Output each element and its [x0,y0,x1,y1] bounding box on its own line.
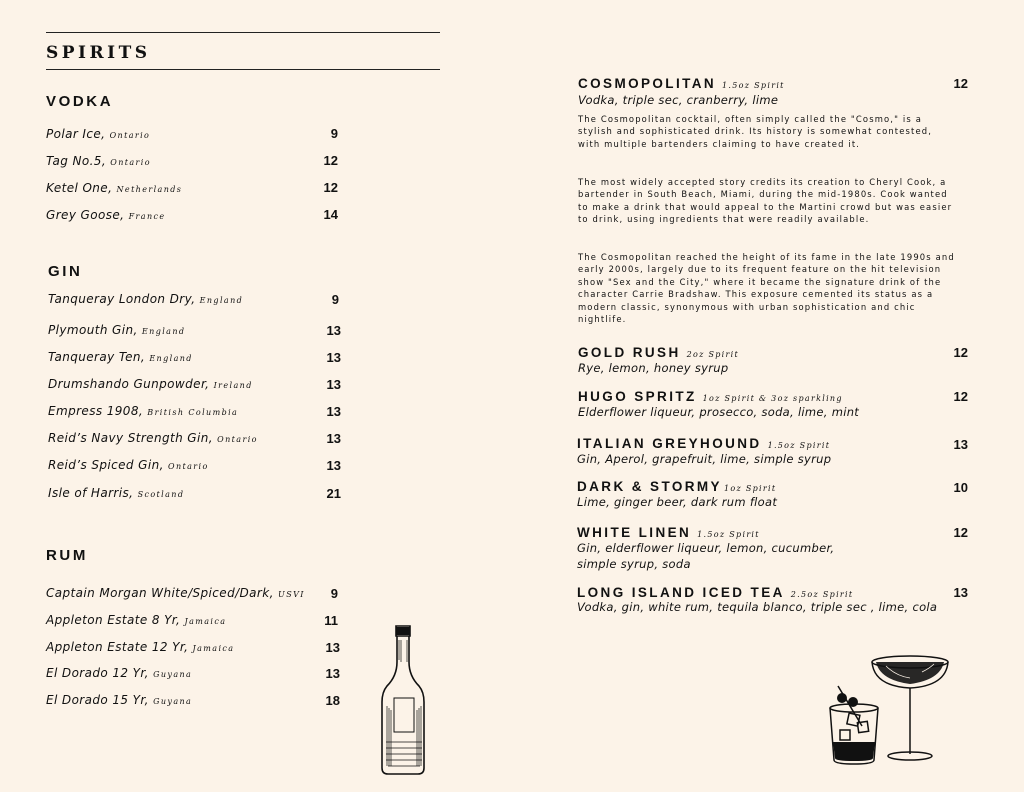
item-origin: Guyana [153,670,193,679]
item-price: 9 [331,292,339,307]
item-origin: USVI [278,590,305,599]
item-origin: Ontario [109,131,151,140]
item-origin: Netherlands [116,185,183,194]
cocktail-title [577,479,776,494]
cocktail-ingredients: Vodka, triple sec, cranberry, lime [578,93,779,107]
pour-size: 2.5oz Spirit [790,590,854,599]
cosmo-story-paragraph: The most widely accepted story credits its creation to Cheryl Cook, a bartender in South Beach, Miami, during the mid-1980s. Cook wanted to make a drink that would appeal to the Martini crowd but was easier to drink, using ingredients that were readily available. [578,177,953,225]
item-origin: Jamaica [184,617,227,626]
gin-item [48,404,238,418]
item-price: 13 [326,458,341,473]
cocktail-title [578,345,739,360]
gin-item [48,431,258,445]
page-title: SPIRITS [46,43,151,63]
cocktail-title [578,389,843,404]
cocktail-name: DARK & STORMY [577,479,722,494]
item-price: 11 [324,613,338,628]
cocktail-ingredients: Vodka, gin, white rum, tequila blanco, triple sec , lime, cola [577,600,938,614]
title-rule-bottom [46,69,440,70]
cocktail-glasses-icon [826,652,950,768]
vodka-heading: VODKA [46,93,114,110]
vodka-item [46,208,166,222]
item-name: Appleton Estate 12 Yr, [46,640,189,654]
gin-item [48,350,193,364]
rum-item [46,586,305,600]
vodka-item [46,154,151,168]
cocktail-price: 13 [953,585,968,600]
item-price: 13 [325,640,340,655]
pour-size: 1.5oz Spirit [697,530,760,539]
gin-item [48,458,209,472]
item-origin: France [128,212,166,221]
cocktail-title [577,525,760,540]
pour-size: 2oz Spirit [686,350,740,359]
wine-bottle-icon [378,622,430,778]
cocktail-price: 13 [953,437,968,452]
cocktail-ingredients: Gin, Aperol, grapefruit, lime, simple syrup [577,452,832,466]
cocktail-title [578,76,785,91]
cocktail-ingredients: Elderflower liqueur, prosecco, soda, lime, mint [578,405,860,419]
item-name: Tanqueray Ten, [48,350,146,364]
item-name: Plymouth Gin, [48,323,138,337]
pour-size: 1oz Spirit & 3oz sparkling [702,394,843,403]
item-origin: Ireland [213,381,253,390]
item-name: El Dorado 15 Yr, [46,693,149,707]
item-origin: Ontario [168,462,209,471]
cocktail-price: 12 [953,389,968,404]
item-name: Empress 1908, [48,404,144,418]
cosmo-story-paragraph: The Cosmopolitan cocktail, often simply called the "Cosmo," is a stylish and sophisticated drink. Its history is somewhat contested, with multiple bartenders claiming to have created it. [578,114,933,149]
rum-heading: RUM [46,547,88,564]
vodka-item [46,181,182,195]
item-price: 13 [326,350,341,365]
cocktail-name: COSMOPOLITAN [578,76,717,91]
cocktail-title [577,585,853,600]
item-price: 13 [326,431,341,446]
item-origin: Jamaica [192,644,235,653]
item-name: Reid’s Spiced Gin, [48,458,164,472]
item-price: 12 [323,180,338,195]
cocktail-title [577,436,830,451]
item-name: Tanqueray London Dry, [48,292,196,306]
gin-item [48,292,243,306]
cocktail-name: HUGO SPRITZ [578,389,697,404]
gin-heading: GIN [48,263,83,280]
item-price: 13 [325,666,340,681]
item-price: 12 [323,153,338,168]
item-name: Grey Goose, [46,208,125,222]
cosmo-story-paragraph: The Cosmopolitan reached the height of its fame in the late 1990s and early 2000s, largely due to its frequent feature on the hit television show "Sex and the City," where it became the signature drink of the character Carrie Bradshaw. This exposure cemented its status as a modern classic, synonymous with urban sophistication and chic nightlife. [578,252,955,325]
rum-item [46,666,192,680]
cocktail-name: WHITE LINEN [577,525,692,540]
cocktail-ingredients: Rye, lemon, honey syrup [578,361,729,375]
item-origin: Scotland [137,490,185,499]
gin-item [48,377,253,391]
item-name: Tag No.5, [46,154,107,168]
item-name: Captain Morgan White/Spiced/Dark, [46,586,274,600]
item-price: 13 [326,404,341,419]
item-name: Polar Ice, [46,127,106,141]
vodka-item [46,127,150,141]
item-price: 9 [330,586,338,601]
item-name: El Dorado 12 Yr, [46,666,149,680]
item-price: 14 [323,207,338,222]
item-name: Isle of Harris, [48,486,134,500]
item-origin: Ontario [217,435,258,444]
cocktail-price: 12 [953,345,968,360]
item-origin: England [199,296,244,305]
pour-size: 1oz Spirit [723,484,777,493]
item-price: 18 [325,693,340,708]
gin-item [48,323,185,337]
pour-size: 1.5oz Spirit [767,441,831,450]
cocktail-name: LONG ISLAND ICED TEA [577,585,785,600]
item-origin: England [149,354,193,363]
gin-item [48,486,184,500]
rum-item [46,640,234,654]
cocktail-ingredients: Gin, elderflower liqueur, lemon, cucumber, simple syrup, soda [577,541,835,571]
item-name: Appleton Estate 8 Yr, [46,613,181,627]
item-price: 21 [326,486,341,501]
item-origin: Guyana [153,697,193,706]
cocktail-price: 12 [953,76,968,91]
cocktail-price: 10 [953,480,968,495]
cocktail-name: GOLD RUSH [578,345,681,360]
item-name: Reid’s Navy Strength Gin, [48,431,213,445]
item-price: 9 [330,126,338,141]
cocktail-ingredients: Lime, ginger beer, dark rum float [577,495,778,509]
item-origin: British Columbia [147,408,239,417]
cocktail-name: ITALIAN GREYHOUND [577,436,762,451]
item-price: 13 [326,323,341,338]
item-name: Ketel One, [46,181,113,195]
item-name: Drumshando Gunpowder, [48,377,210,391]
item-origin: England [141,327,186,336]
item-origin: Ontario [110,158,151,167]
pour-size: 1.5oz Spirit [722,81,785,90]
cocktail-price: 12 [953,525,968,540]
rum-item [46,693,192,707]
item-price: 13 [326,377,341,392]
rum-item [46,613,226,627]
title-rule-top [46,32,440,33]
